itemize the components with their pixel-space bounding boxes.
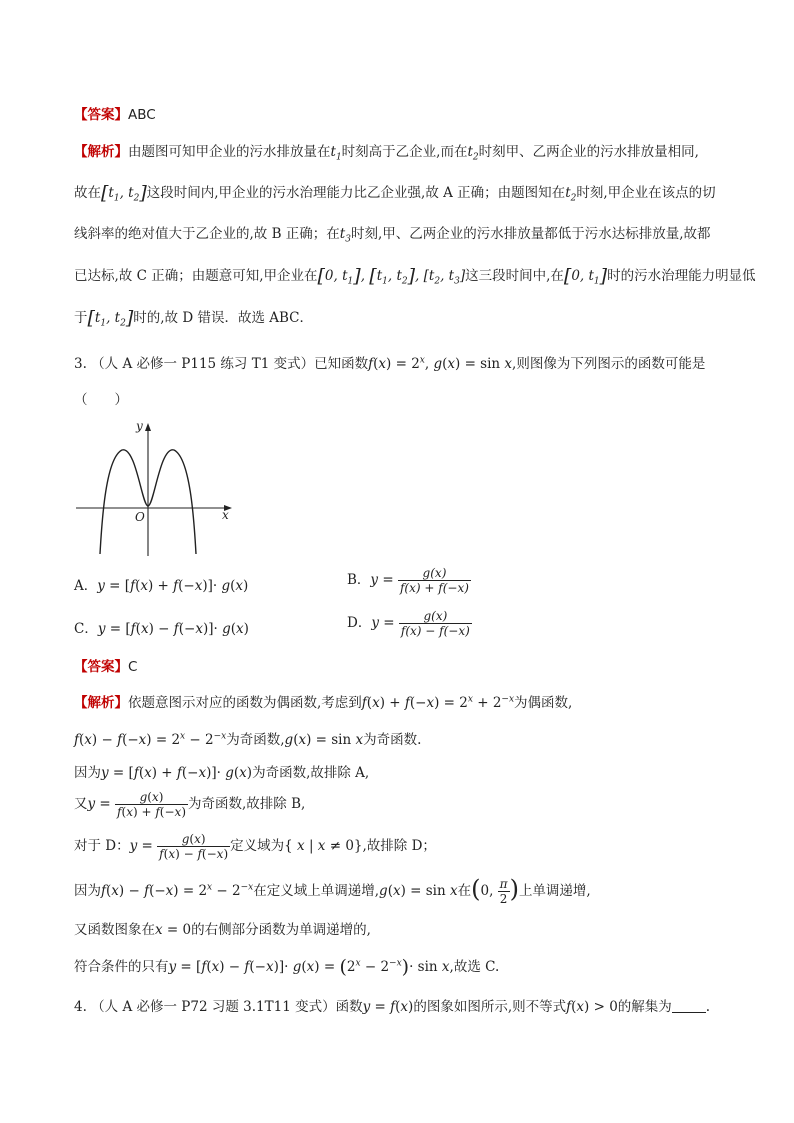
option-d[interactable]: D．y = $\frac{g(x)}{f(x) - f(-x)}$ — [347, 609, 470, 638]
q2-analysis-line-3: 线斜率的绝对值大于乙企业的,故 B 正确；在$t_3$时刻,甲、乙两企业的污水排放量都低于污水达标排放量,故都 — [74, 226, 711, 245]
q4-stem: 4. （人 A 必修一 P72 习题 3.1T11 变式）函数y = f(x)的图象如图所示,则不等式f(x) > 0的解集为 . — [74, 999, 711, 1015]
q2-analysis-line-1: 【解析】由题图可知甲企业的污水排放量在$t_1$时刻高于乙企业,而在$t_2$时刻甲、乙两企业的污水排放量相同, — [74, 144, 699, 163]
q3-analysis-line-7: 又函数图象在x = 0的右侧部分函数为单调递增的, — [74, 922, 371, 938]
q3-analysis-line-5: 对于 D：y = $\frac{g(x)}{f(x) - f(-x)}$ 定义域为{ x | x ≠ 0},故排除 D； — [74, 832, 436, 861]
origin-label: O — [135, 510, 145, 524]
q3-paren: （ ） — [74, 392, 128, 408]
q2-answer-line — [74, 103, 156, 123]
answer-tag: 【答案】 — [74, 107, 128, 123]
q3-analysis-line-3: 因为y = [f(x) + f(−x)]· g(x)为奇函数,故排除 A, — [74, 765, 370, 781]
q3-analysis-line-6: 因为$f(x) - f(-x) = 2^x - 2^{-x}$在定义域上单调递增,g(x) = sin x在(0, $\frac{\pi}{2}$ )上单调递增, — [74, 875, 591, 906]
q3-analysis-line-8: 符合条件的只有$y = [f(x) - f(-x)]\cdot g(x) = (2^x - 2^{-x})\cdot \sin x$,故选 C. — [74, 956, 500, 978]
y-axis-arrow — [145, 423, 151, 431]
q3-answer-line: 【答案】C — [74, 659, 138, 675]
option-b[interactable]: B．y = $\frac{g(x)}{f(x) + f(-x)}$ — [347, 566, 469, 595]
q3-analysis-line-2: $f(x) - f(-x) = 2^x - 2^{-x}$为奇函数,g(x) = sin x为奇函数. — [74, 731, 422, 748]
option-c[interactable]: C．y = [f(x) − f(−x)]· g(x) — [74, 621, 249, 637]
q2-analysis-line-2: 故在[$t_1$, $t_2$]这段时间内,甲企业的污水治理能力比乙企业强,故 A 正确；由题图知在$t_2$时刻,甲企业在该点的切 — [74, 182, 716, 204]
analysis-tag: 【解析】 — [74, 144, 128, 160]
q2-analysis-line-5: 于[$t_1$, $t_2$]时的,故 D 错误．故选 ABC． — [74, 307, 314, 329]
q3-analysis-line-1: 【解析】依题意图示对应的函数为偶函数,考虑到$f(x) + f(-x) = 2^x + 2^{-x}$为偶函数, — [74, 694, 573, 711]
option-a[interactable]: A．y = [f(x) + f(−x)]· g(x) — [74, 578, 249, 594]
x-axis-label: x — [222, 508, 229, 522]
answer-blank[interactable] — [672, 1000, 706, 1013]
q3-stem: 3. （人 A 必修一 P115 练习 T1 变式）已知函数$f(x) = 2^x$, g(x) = sin x,则图像为下列图示的函数可能是 — [74, 355, 706, 372]
answer-value: C — [128, 659, 138, 675]
answer-value: ABC — [128, 107, 156, 123]
q3-analysis-line-4: 又y = $\frac{g(x)}{f(x) + f(-x)}$ 为奇函数,故排除 B, — [74, 790, 306, 819]
q3-function-graph — [72, 418, 242, 558]
y-axis-label: y — [136, 419, 143, 433]
q2-analysis-line-4: 已达标,故 C 正确；由题意可知,甲企业在[0, $t_1$], [$t_1$, $t_2$], [$t_2$, $t_3$]这三段时间中,在[0, $t_1$]时的污水治理能力明显低 — [74, 265, 756, 287]
